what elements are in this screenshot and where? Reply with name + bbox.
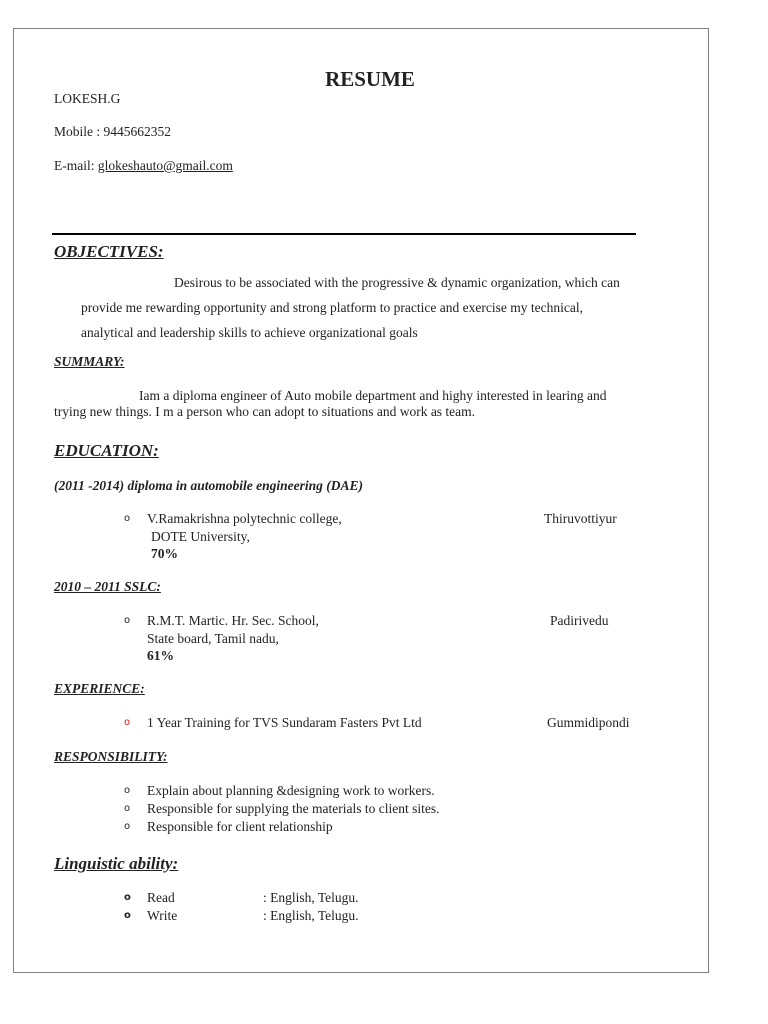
sslc-institution: R.M.T. Martic. Hr. Sec. School, — [147, 613, 319, 628]
objectives-line-3: analytical and leadership skills to achieve organizational goals — [81, 325, 418, 340]
responsibility-item: Responsible for client relationship — [147, 819, 333, 834]
summary-line-1: Iam a diploma engineer of Auto mobile department and highy interested in learing and — [139, 388, 607, 403]
sslc-score: 61% — [147, 648, 174, 663]
responsibility-heading: RESPONSIBILITY: — [54, 749, 168, 764]
bullet-icon: o — [124, 785, 131, 796]
bullet-icon: o — [124, 892, 131, 903]
document-title: RESUME — [325, 67, 415, 91]
sslc-board: State board, Tamil nadu, — [147, 631, 279, 646]
email-line — [54, 158, 233, 174]
responsibility-item: Responsible for supplying the materials to client sites. — [147, 801, 440, 816]
objectives-line-1: Desirous to be associated with the progressive & dynamic organization, which can — [174, 275, 620, 290]
objectives-heading: OBJECTIVES: — [54, 242, 164, 261]
language-skill-value: : English, Telugu. — [263, 908, 359, 923]
sslc-location: Padirivedu — [550, 613, 609, 628]
language-skill-value: : English, Telugu. — [263, 890, 359, 905]
bullet-icon: o — [124, 615, 131, 626]
header-divider — [52, 233, 636, 235]
bullet-icon: o — [124, 513, 131, 524]
education-heading: EDUCATION: — [54, 441, 159, 460]
objectives-line-2: provide me rewarding opportunity and strong platform to practice and exercise my technical, — [81, 300, 583, 315]
diploma-institution: V.Ramakrishna polytechnic college, — [147, 511, 342, 526]
email-label: E-mail: — [54, 158, 98, 173]
bullet-icon: o — [124, 821, 131, 832]
language-skill-label: Write — [147, 908, 178, 923]
experience-item: 1 Year Training for TVS Sundaram Fasters Pvt Ltd — [147, 715, 422, 730]
responsibility-item: Explain about planning &designing work to workers. — [147, 783, 435, 798]
experience-heading: EXPERIENCE: — [54, 681, 145, 696]
email-link[interactable]: glokeshauto@gmail.com — [97, 158, 233, 173]
linguistic-heading: Linguistic ability: — [54, 854, 179, 873]
diploma-score: 70% — [151, 546, 178, 561]
summary-heading: SUMMARY: — [54, 354, 125, 369]
experience-location: Gummidipondi — [547, 715, 630, 730]
mobile-number: Mobile : 9445662352 — [54, 124, 171, 139]
bullet-icon: o — [124, 910, 131, 921]
sslc-heading: 2010 – 2011 SSLC: — [54, 579, 161, 594]
diploma-board: DOTE University, — [151, 529, 250, 544]
diploma-heading: (2011 -2014) diploma in automobile engineering (DAE) — [54, 478, 364, 493]
language-skill-label: Read — [147, 890, 175, 905]
bullet-icon: o — [124, 803, 131, 814]
candidate-name: LOKESH.G — [54, 91, 121, 106]
summary-line-2: trying new things. I m a person who can adopt to situations and work as team. — [54, 404, 476, 419]
diploma-location: Thiruvottiyur — [544, 511, 617, 526]
bullet-icon: o — [124, 717, 131, 728]
